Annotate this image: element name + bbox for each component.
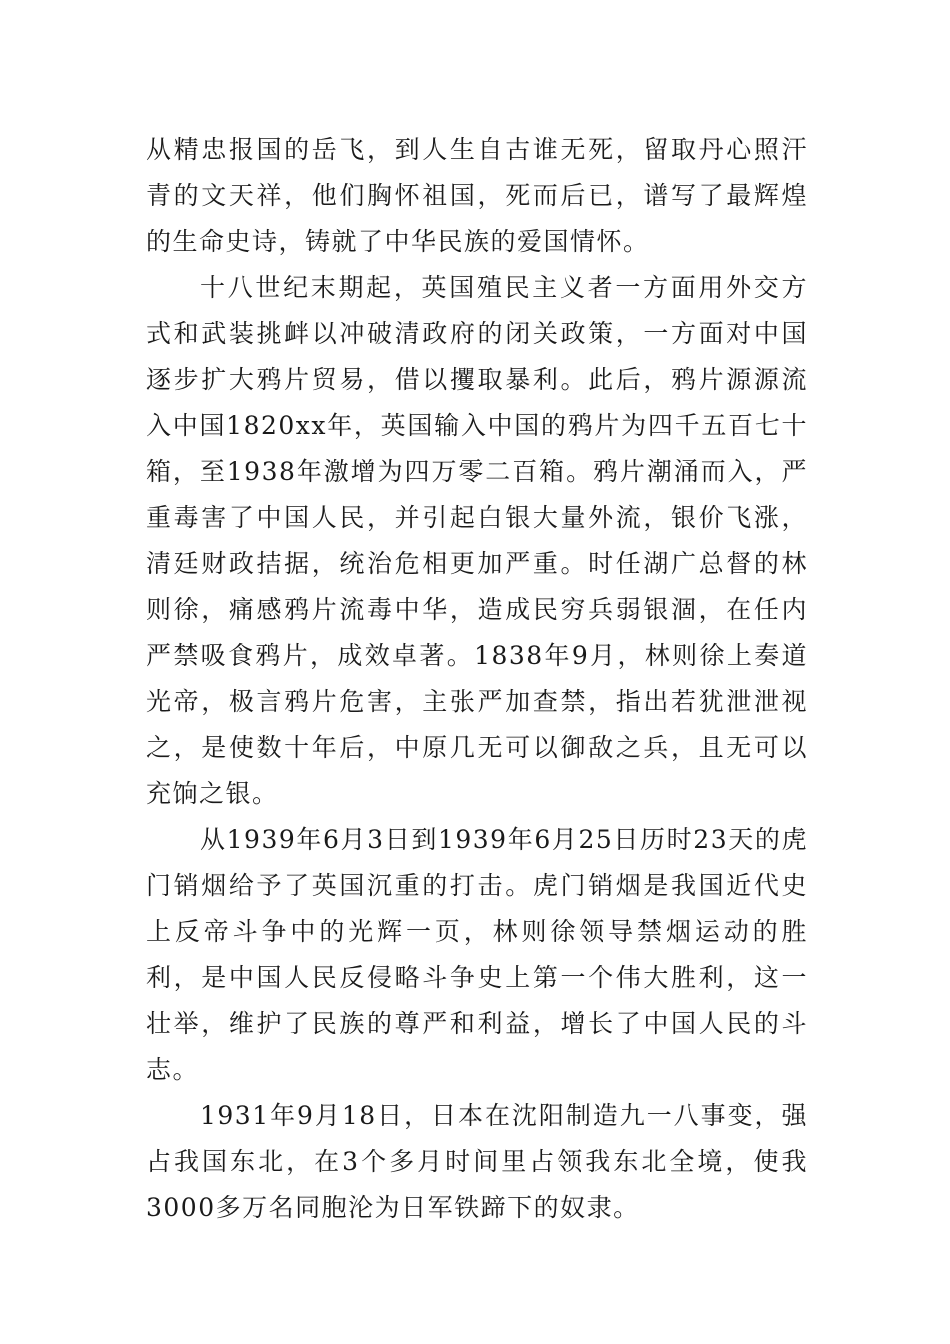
paragraph-4: 1931年9月18日，日本在沈阳制造九一八事变，强占我国东北，在3个多月时间里占领我东北全境，使我3000多万名同胞沦为日军铁蹄下的奴隶。 <box>146 1101 808 1222</box>
paragraph-3: 从1939年6月3日到1939年6月25日历时23天的虎门销烟给予了英国沉重的打击。虎门销烟是我国近代史上反帝斗争中的光辉一页，林则徐领导禁烟运动的胜利，是中国人民反侵略斗争史上第一个伟大胜利，这一壮举，维护了民族的尊严和利益，增长了中国人民的斗志。 <box>146 825 808 1084</box>
paragraph-2: 十八世纪末期起，英国殖民主义者一方面用外交方式和武装挑衅以冲破清政府的闭关政策，一方面对中国逐步扩大鸦片贸易，借以攫取暴利。此后，鸦片源源流入中国1820xx年，英国输入中国的鸦片为四千五百七十箱，至1938年激增为四万零二百箱。鸦片潮涌而入，严重毒害了中国人民，并引起白银大量外流，银价飞涨，清廷财政拮据，统治危相更加严重。时任湖广总督的林则徐，痛感鸦片流毒中华，造成民穷兵弱银涸，在任内严禁吸食鸦片，成效卓著。1838年9月，林则徐上奏道光帝，极言鸦片危害，主张严加查禁，指出若犹泄泄视之，是使数十年后，中原几无可以御敌之兵，且无可以充饷之银。 <box>146 273 808 808</box>
document-body <box>146 127 808 1231</box>
paragraph-1: 从精忠报国的岳飞，到人生自古谁无死，留取丹心照汗青的文天祥，他们胸怀祖国，死而后已，谱写了最辉煌的生命史诗，铸就了中华民族的爱国情怀。 <box>146 135 808 256</box>
